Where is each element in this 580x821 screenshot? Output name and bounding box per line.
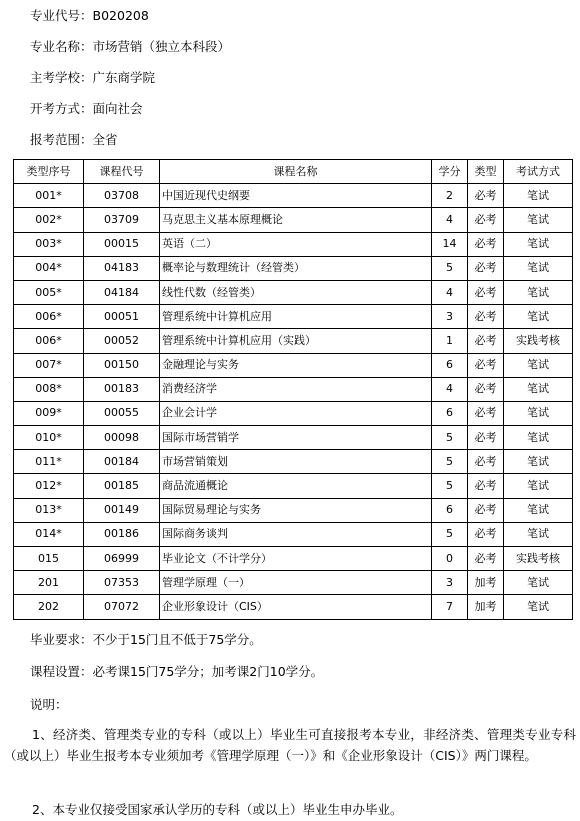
cell-course-name: 企业会计学: [160, 401, 432, 425]
table-row: [14, 232, 573, 256]
cell-type-no: 011*: [14, 450, 84, 474]
cell-course-name: 国际贸易理论与实务: [160, 498, 432, 522]
cell-type: 必考: [468, 377, 504, 401]
cell-exam-method: 笔试: [504, 571, 573, 595]
table-row: [14, 305, 573, 329]
major-code-label: 专业代号：: [30, 8, 93, 23]
cell-type: 必考: [468, 401, 504, 425]
cell-type-no: 009*: [14, 401, 84, 425]
cell-exam-method: 笔试: [504, 595, 573, 619]
cell-type-no: 012*: [14, 474, 84, 498]
table-row: [14, 184, 573, 208]
cell-course-code: 00149: [84, 498, 160, 522]
table-row: [14, 450, 573, 474]
cell-course-code: 00150: [84, 353, 160, 377]
cell-course-code: 00051: [84, 305, 160, 329]
cell-exam-method: 笔试: [504, 208, 573, 232]
school-label: 主考学校：: [30, 70, 93, 85]
cell-exam-method: 笔试: [504, 353, 573, 377]
cell-credits: 3: [432, 571, 468, 595]
cell-type: 必考: [468, 547, 504, 571]
cell-course-name: 线性代数（经管类）: [160, 280, 432, 304]
cell-course-code: 00055: [84, 401, 160, 425]
cell-type: 必考: [468, 329, 504, 353]
header-type-no: 类型序号: [14, 160, 84, 184]
table-row: [14, 522, 573, 546]
table-row: [14, 208, 573, 232]
table-row: [14, 426, 573, 450]
cell-exam-method: 笔试: [504, 522, 573, 546]
cell-type-no: 010*: [14, 426, 84, 450]
cell-credits: 2: [432, 184, 468, 208]
cell-credits: 6: [432, 353, 468, 377]
cell-course-name: 市场营销策划: [160, 450, 432, 474]
cell-course-code: 07072: [84, 595, 160, 619]
cell-course-code: 00183: [84, 377, 160, 401]
header-type: 类型: [468, 160, 504, 184]
table-header-row: [14, 160, 573, 184]
cell-course-code: 04183: [84, 256, 160, 280]
major-name-label: 专业名称：: [30, 39, 93, 54]
scope-label: 报考范围：: [30, 132, 93, 147]
cell-type-no: 003*: [14, 232, 84, 256]
cell-type: 必考: [468, 232, 504, 256]
cell-credits: 1: [432, 329, 468, 353]
cell-type-no: 004*: [14, 256, 84, 280]
cell-type-no: 015: [14, 547, 84, 571]
cell-exam-method: 笔试: [504, 498, 573, 522]
cell-course-code: 07353: [84, 571, 160, 595]
cell-type-no: 201: [14, 571, 84, 595]
cell-course-name: 概率论与数理统计（经管类）: [160, 256, 432, 280]
cell-type: 必考: [468, 474, 504, 498]
cell-course-name: 商品流通概论: [160, 474, 432, 498]
cell-course-name: 金融理论与实务: [160, 353, 432, 377]
major-name-line: [30, 37, 230, 55]
cell-type: 必考: [468, 450, 504, 474]
cell-type-no: 005*: [14, 280, 84, 304]
cell-course-code: 00052: [84, 329, 160, 353]
cell-type: 必考: [468, 522, 504, 546]
cell-type-no: 014*: [14, 522, 84, 546]
cell-course-code: 00184: [84, 450, 160, 474]
cell-course-name: 企业形象设计（CIS）: [160, 595, 432, 619]
table-row: [14, 571, 573, 595]
exam-mode-line: [30, 99, 143, 117]
cell-course-code: 00098: [84, 426, 160, 450]
cell-exam-method: 笔试: [504, 450, 573, 474]
cell-course-code: 04184: [84, 280, 160, 304]
graduation-requirement: 毕业要求：不少于15门且不低于75学分。: [30, 632, 262, 647]
cell-type: 必考: [468, 184, 504, 208]
school-value: 广东商学院: [92, 70, 156, 85]
cell-course-code: 03708: [84, 184, 160, 208]
cell-credits: 5: [432, 450, 468, 474]
table-row: [14, 377, 573, 401]
cell-course-code: 00015: [84, 232, 160, 256]
cell-type-no: 013*: [14, 498, 84, 522]
table-row: [14, 329, 573, 353]
cell-type: 必考: [468, 498, 504, 522]
exam-mode-value: 面向社会: [92, 101, 143, 116]
note-paragraph-2: 2、本专业仅接受国家承认学历的专科（或以上）毕业生申办毕业。: [32, 802, 403, 817]
cell-course-name: 中国近现代史纲要: [160, 184, 432, 208]
school-line: [30, 68, 155, 86]
cell-course-code: 00185: [84, 474, 160, 498]
cell-type: 必考: [468, 280, 504, 304]
cell-type: 加考: [468, 595, 504, 619]
cell-credits: 4: [432, 280, 468, 304]
cell-course-name: 管理学原理（一）: [160, 571, 432, 595]
cell-credits: 6: [432, 498, 468, 522]
cell-credits: 5: [432, 256, 468, 280]
table-row: [14, 353, 573, 377]
table-row: [14, 498, 573, 522]
cell-credits: 5: [432, 426, 468, 450]
cell-type: 加考: [468, 571, 504, 595]
table-row: [14, 474, 573, 498]
cell-exam-method: 实践考核: [504, 547, 573, 571]
header-course-name: 课程名称: [160, 160, 432, 184]
cell-course-name: 毕业论文（不计学分）: [160, 547, 432, 571]
course-setting: 课程设置：必考课15门75学分；加考课2门10学分。: [30, 664, 324, 679]
cell-type: 必考: [468, 353, 504, 377]
cell-course-code: 06999: [84, 547, 160, 571]
cell-type: 必考: [468, 208, 504, 232]
cell-course-code: 00186: [84, 522, 160, 546]
cell-credits: 5: [432, 474, 468, 498]
table-row: [14, 401, 573, 425]
table-row: [14, 256, 573, 280]
cell-type-no: 002*: [14, 208, 84, 232]
cell-exam-method: 笔试: [504, 256, 573, 280]
cell-type-no: 001*: [14, 184, 84, 208]
cell-type-no: 006*: [14, 305, 84, 329]
cell-credits: 0: [432, 547, 468, 571]
cell-course-name: 国际商务谈判: [160, 522, 432, 546]
notes-label: 说明：: [30, 697, 68, 712]
cell-credits: 5: [432, 522, 468, 546]
cell-course-name: 管理系统中计算机应用: [160, 305, 432, 329]
cell-type-no: 007*: [14, 353, 84, 377]
cell-credits: 14: [432, 232, 468, 256]
cell-type: 必考: [468, 305, 504, 329]
cell-exam-method: 笔试: [504, 401, 573, 425]
course-table: [13, 159, 573, 620]
cell-credits: 7: [432, 595, 468, 619]
cell-exam-method: 笔试: [504, 426, 573, 450]
major-code-value: B020208: [92, 8, 149, 23]
scope-line: [30, 130, 118, 148]
cell-exam-method: 笔试: [504, 184, 573, 208]
cell-type-no: 006*: [14, 329, 84, 353]
cell-exam-method: 笔试: [504, 474, 573, 498]
header-course-code: 课程代号: [84, 160, 160, 184]
cell-exam-method: 笔试: [504, 232, 573, 256]
cell-exam-method: 笔试: [504, 377, 573, 401]
cell-type: 必考: [468, 426, 504, 450]
table-row: [14, 547, 573, 571]
cell-type-no: 008*: [14, 377, 84, 401]
cell-exam-method: 实践考核: [504, 329, 573, 353]
header-credits: 学分: [432, 160, 468, 184]
cell-type: 必考: [468, 256, 504, 280]
cell-credits: 4: [432, 377, 468, 401]
note-paragraph-1: 1、经济类、管理类专业的专科（或以上）毕业生可直接报考本专业，非经济类、管理类专业专科（或以上）毕业生报考本专业须加考《管理学原理（一）》和《企业形象设计（CIS）》两门课程。: [4, 727, 576, 763]
cell-exam-method: 笔试: [504, 305, 573, 329]
major-code-line: [30, 6, 149, 24]
major-name-value: 市场营销（独立本科段）: [92, 39, 231, 54]
table-row: [14, 280, 573, 304]
cell-credits: 6: [432, 401, 468, 425]
exam-mode-label: 开考方式：: [30, 101, 93, 116]
cell-course-code: 03709: [84, 208, 160, 232]
cell-course-name: 马克思主义基本原理概论: [160, 208, 432, 232]
cell-course-name: 英语（二）: [160, 232, 432, 256]
cell-credits: 4: [432, 208, 468, 232]
cell-type-no: 202: [14, 595, 84, 619]
cell-exam-method: 笔试: [504, 280, 573, 304]
cell-course-name: 管理系统中计算机应用（实践）: [160, 329, 432, 353]
cell-credits: 3: [432, 305, 468, 329]
cell-course-name: 国际市场营销学: [160, 426, 432, 450]
table-row: [14, 595, 573, 619]
scope-value: 全省: [92, 132, 118, 147]
cell-course-name: 消费经济学: [160, 377, 432, 401]
header-exam-method: 考试方式: [504, 160, 573, 184]
